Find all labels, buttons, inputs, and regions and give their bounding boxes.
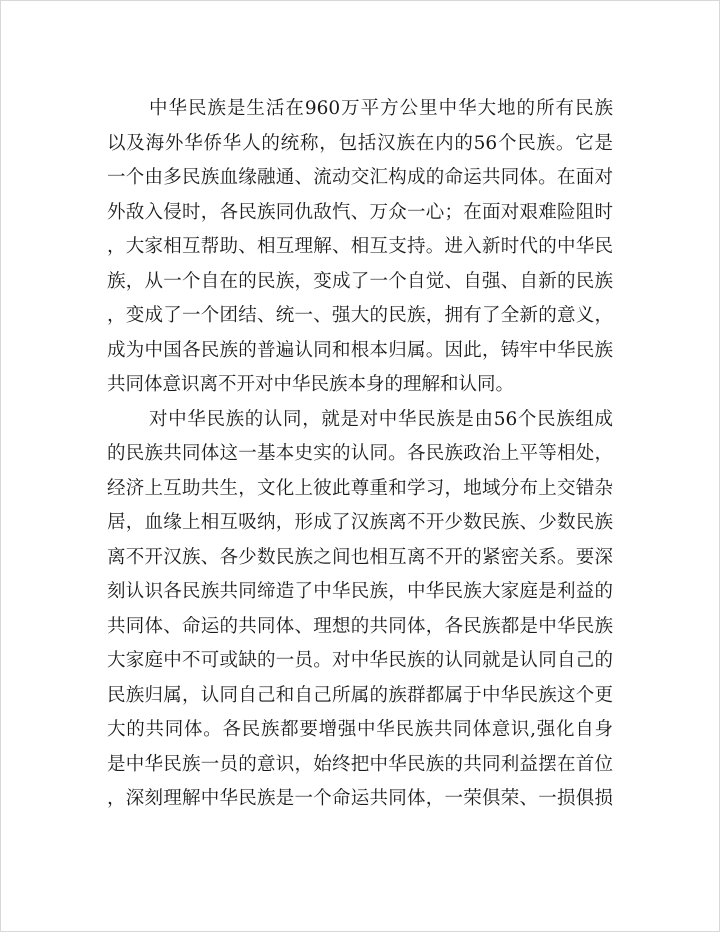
document-body xyxy=(107,92,613,817)
text-line: 是中华民族一员的意识，始终把中华民族的共同利益摆在首位 xyxy=(107,753,613,775)
text-line: 的民族共同体这一基本史实的认同。各民族政治上平等相处， xyxy=(107,443,613,464)
text-line: 一个由多民族血缘融通、流动交汇构成的命运共同体。在面对 xyxy=(107,167,613,188)
paragraph-2 xyxy=(107,403,613,817)
text-line: 居，血缘上相互吸纳，形成了汉族离不开少数民族、少数民族 xyxy=(107,512,613,533)
text-line: 刻认识各民族共同缔造了中华民族，中华民族大家庭是利益的 xyxy=(107,581,613,602)
text-line: 大家庭中不可或缺的一员。对中华民族的认同就是认同自己的 xyxy=(107,650,613,671)
text-line: 外敌入侵时，各民族同仇敌忾、万众一心；在面对艰难险阻时 xyxy=(107,201,613,223)
text-line: 大的共同体。各民族都要增强中华民族共同体意识,强化自身 xyxy=(107,719,613,740)
text-line: ，深刻理解中华民族是一个命运共同体，一荣俱荣、一损俱损 xyxy=(107,788,613,809)
text-line: 民族归属，认同自己和自己所属的族群都属于中华民族这个更 xyxy=(107,684,613,706)
paragraph-1 xyxy=(107,92,613,403)
text-line: 以及海外华侨华人的统称，包括汉族在内的56个民族。它是 xyxy=(107,132,613,154)
text-line: 经济上互助共生，文化上彼此尊重和学习，地域分布上交错杂 xyxy=(107,477,613,499)
text-line: ，大家相互帮助、相互理解、相互支持。进入新时代的中华民 xyxy=(107,236,613,257)
text-line: ，变成了一个团结、统一、强大的民族，拥有了全新的意义， xyxy=(107,305,613,326)
text-line: 中华民族是生活在960万平方公里中华大地的所有民族 xyxy=(149,98,613,119)
text-line: 成为中国各民族的普遍认同和根本归属。因此，铸牢中华民族 xyxy=(107,339,613,361)
text-line: 共同体意识离不开对中华民族本身的理解和认同。 xyxy=(107,374,515,395)
text-line: 族，从一个自在的民族，变成了一个自觉、自强、自新的民族 xyxy=(107,270,613,292)
text-line: 对中华民族的认同，就是对中华民族是由56个民族组成 xyxy=(149,408,613,430)
text-line: 共同体、命运的共同体、理想的共同体，各民族都是中华民族 xyxy=(107,615,613,637)
text-line: 离不开汉族、各少数民族之间也相互离不开的紧密关系。要深 xyxy=(107,546,613,568)
